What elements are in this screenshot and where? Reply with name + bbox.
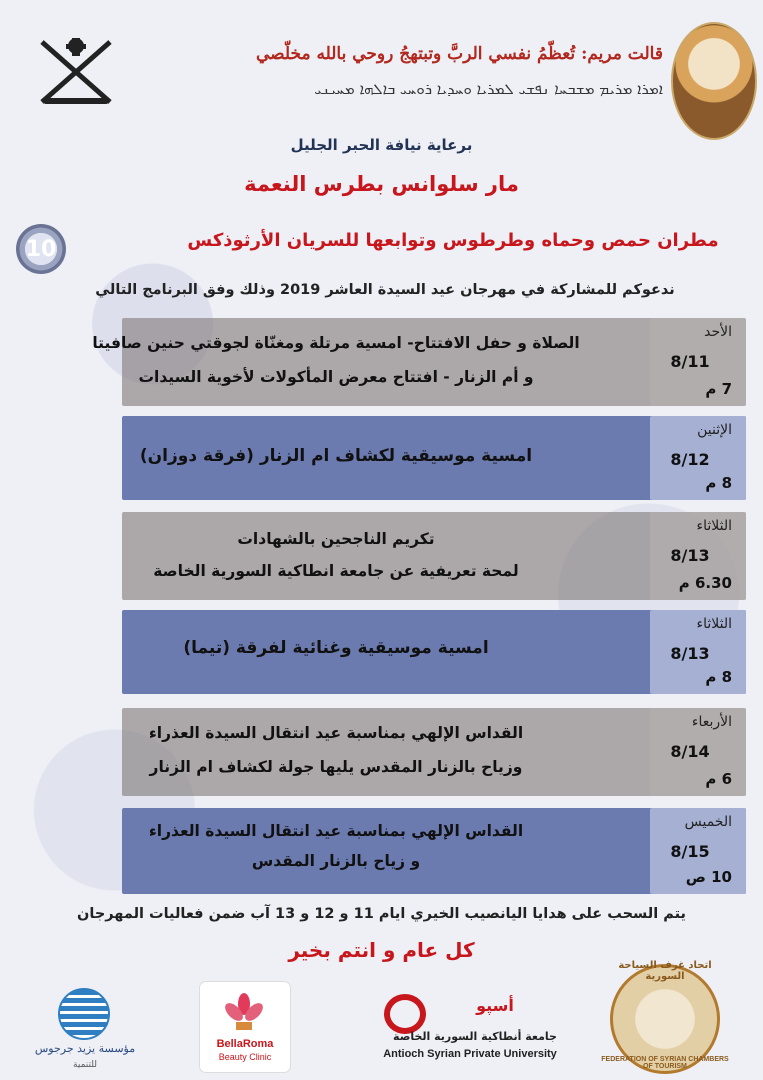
event-row xyxy=(22,512,746,600)
federation-name-ar: اتحاد غرف السياحة السورية xyxy=(618,960,712,982)
event-day: الأحد xyxy=(704,324,732,340)
event-line-1: امسية موسيقية وغنائية لفرقة (تيما) xyxy=(183,638,489,658)
event-day: الثلاثاء xyxy=(696,518,732,534)
event-date-box xyxy=(650,610,746,694)
event-time: 8 م xyxy=(705,668,732,686)
event-row xyxy=(22,708,746,796)
tenth-edition-badge xyxy=(16,224,66,274)
virgin-quote-syriac: ܐܡܪܐ ܡܪܝܡ ܡܫܒܚܐ ܢܦܫܝ ܠܡܪܝܐ ܘܚܕܝܐ ܪܘܚܝ ܒܐܠܗܐ ܡܚܝܢܝ xyxy=(314,80,663,98)
tourism-federation-logo xyxy=(600,960,730,1078)
bishop-name: مار سلوانس بطرس النعمة xyxy=(244,172,519,196)
event-time: 7 م xyxy=(705,380,732,398)
event-date: 8/15 xyxy=(670,842,710,861)
event-date-box xyxy=(650,512,746,600)
event-line-1: الصلاة و حفل الافتتاح- امسية مرتلة ومغنّاة لجوقتي حنين صافيتا xyxy=(92,334,580,352)
event-line-2: لمحة تعريفية عن جامعة انطاكية السورية الخاصة xyxy=(153,562,519,580)
aspu-mark-icon xyxy=(384,994,426,1034)
event-day: الخميس xyxy=(684,814,732,830)
federation-name-en: FEDERATION OF SYRIAN CHAMBERS OF TOURISM xyxy=(601,1056,729,1070)
event-row xyxy=(22,808,746,894)
bellaroma-logo xyxy=(200,982,290,1072)
flower-icon xyxy=(224,992,264,1032)
yazid-name: مؤسسة يزيد جرجوس xyxy=(34,1042,136,1055)
event-day: الثلاثاء xyxy=(696,616,732,632)
bella-name: BellaRoma xyxy=(216,1038,274,1050)
globe-icon xyxy=(58,988,110,1040)
event-line-1: القداس الإلهي بمناسبة عيد انتقال السيدة العذراء xyxy=(148,822,524,840)
event-date: 8/14 xyxy=(670,742,710,761)
event-row xyxy=(22,416,746,500)
patronage-line: برعاية نيافة الحبر الجليل xyxy=(290,136,473,154)
event-line-1: تكريم الناجحين بالشهادات xyxy=(237,530,435,548)
badge-number: 10 xyxy=(25,236,57,262)
event-date-box xyxy=(650,416,746,500)
event-time: 8 م xyxy=(705,474,732,492)
aspu-university-ar: جامعة أنطاكية السورية الخاصة xyxy=(393,1030,557,1043)
event-time: 10 ص xyxy=(685,868,732,886)
yazid-sub: للتنمية xyxy=(73,1060,97,1070)
event-date: 8/13 xyxy=(670,546,710,565)
event-date: 8/11 xyxy=(670,352,710,371)
virgin-quote-arabic: قالت مريم: تُعظّمُ نفسي الربَّ وتبتهجُ روحي بالله مخلّصي xyxy=(255,44,663,64)
sponsor-footer xyxy=(0,960,763,1080)
event-date-box xyxy=(650,808,746,894)
event-row xyxy=(22,318,746,406)
event-line-1: القداس الإلهي بمناسبة عيد انتقال السيدة العذراء xyxy=(148,724,524,742)
event-day: الإثنين xyxy=(697,422,732,438)
event-date-box xyxy=(650,318,746,406)
aspu-university-en: Antioch Syrian Private University xyxy=(383,1048,557,1060)
event-time: 6 م xyxy=(705,770,732,788)
event-row xyxy=(22,610,746,694)
yazid-jarjous-foundation-logo xyxy=(30,980,140,1070)
event-line-2: و أم الزنار - افتتاح معرض المأكولات لأخوية السيدات xyxy=(138,368,534,386)
aspu-logo xyxy=(370,982,570,1072)
event-time: 6.30 م xyxy=(678,574,732,592)
greeting: كل عام و انتم بخير xyxy=(288,938,475,962)
event-date: 8/12 xyxy=(670,450,710,469)
event-line-1: امسية موسيقية لكشاف ام الزنار (فرقة دوزان) xyxy=(139,446,533,466)
event-line-2: وزياح بالزنار المقدس يليها جولة لكشاف ام الزنار xyxy=(149,758,523,776)
header xyxy=(0,0,763,325)
aspu-name-ar: أسپو xyxy=(476,996,514,1015)
event-day: الأربعاء xyxy=(691,714,732,730)
event-line-2: و زياح بالزنار المقدس xyxy=(251,852,421,870)
virgin-mary-icon xyxy=(671,22,757,140)
lottery-draw-note: يتم السحب على هدايا اليانصيب الخيري ايام 11 و 12 و 13 آب ضمن فعاليات المهرجان xyxy=(77,906,686,922)
event-date: 8/13 xyxy=(670,644,710,663)
event-date-box xyxy=(650,708,746,796)
bishop-title: مطران حمص وحماه وطرطوس وتوابعها للسريان الأرثوذكس xyxy=(187,230,719,251)
invitation-line: ندعوكم للمشاركة في مهرجان عيد السيدة العاشر 2019 وذلك وفق البرنامج التالي xyxy=(95,282,675,298)
bella-sub: Beauty Clinic xyxy=(218,1052,272,1062)
